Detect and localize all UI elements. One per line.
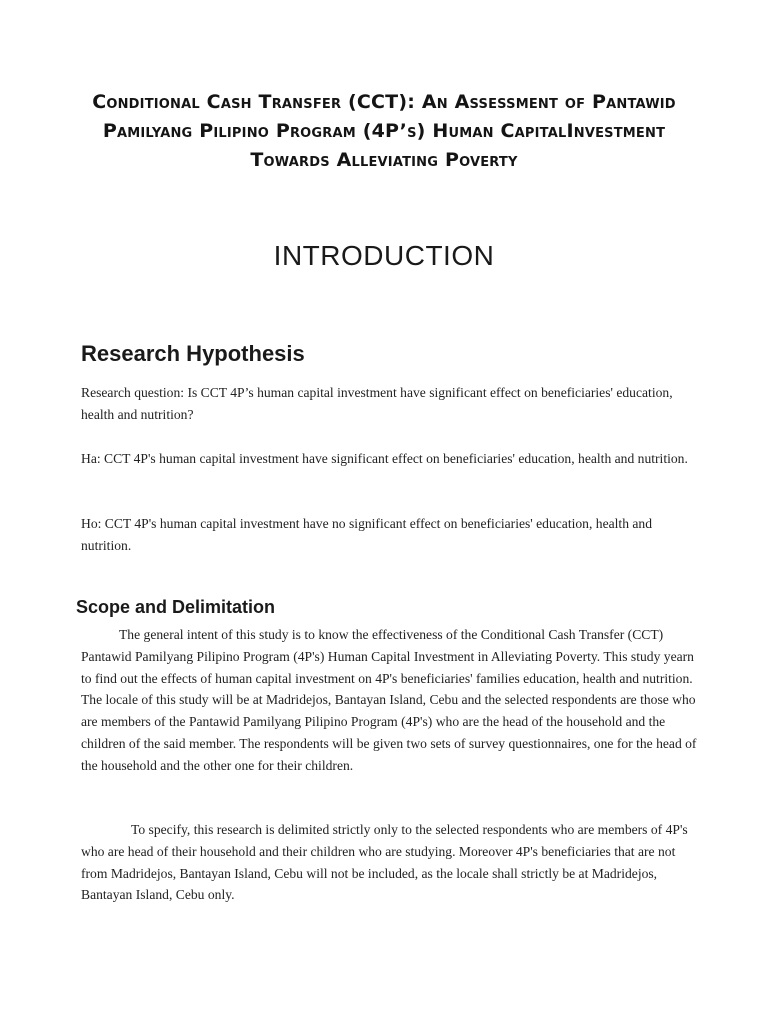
alternative-hypothesis-paragraph: Ha: CCT 4P's human capital investment have significant effect on beneficiaries' education, health and nutrition.: [81, 451, 688, 466]
scope-paragraph-2: To specify, this research is delimited strictly only to the selected respondents who are members of 4P's who are head of their household and their children who are studying. Moreover 4P's beneficiaries that are not from Madridejos, Bantayan Island, Cebu will not be included, as the locale shall strictly be at Madridejos, Bantayan Island, Cebu only.: [81, 822, 688, 903]
scope-paragraph-1: The general intent of this study is to know the effectiveness of the Conditional Cash Transfer (CCT) Pantawid Pamilyang Pilipino Program (4P's) Human Capital Investment in Alleviating Poverty. This study yearn to find out the effects of human capital investment on 4P's beneficiaries' families education, health and nutrition. The locale of this study will be at Madridejos, Bantayan Island, Cebu and the selected respondents are those who are members of the Pantawid Pamilyang Pilipino Program (4P's) who are the head of the household and the children of the said member. The respondents will be given two sets of survey questionnaires, one for the head of the household and the other one for their children.: [81, 627, 697, 773]
research-question-paragraph: Research question: Is CCT 4P’s human capital investment have significant effect on beneficiaries' education, health and nutrition?: [81, 385, 673, 422]
scope-delimitation-heading: Scope and Delimitation: [76, 597, 276, 617]
null-hypothesis-paragraph: Ho: CCT 4P's human capital investment have no significant effect on beneficiaries' education, health and nutrition.: [81, 516, 653, 553]
section-heading-introduction: INTRODUCTION: [273, 240, 495, 271]
document-title: Conditional Cash Transfer (CCT): An Assessment of Pantawid Pamilyang Pilipino Program (4P’s) Human CapitalInvestment Towards Alleviating Poverty: [92, 91, 676, 171]
research-hypothesis-heading: Research Hypothesis: [81, 341, 305, 366]
